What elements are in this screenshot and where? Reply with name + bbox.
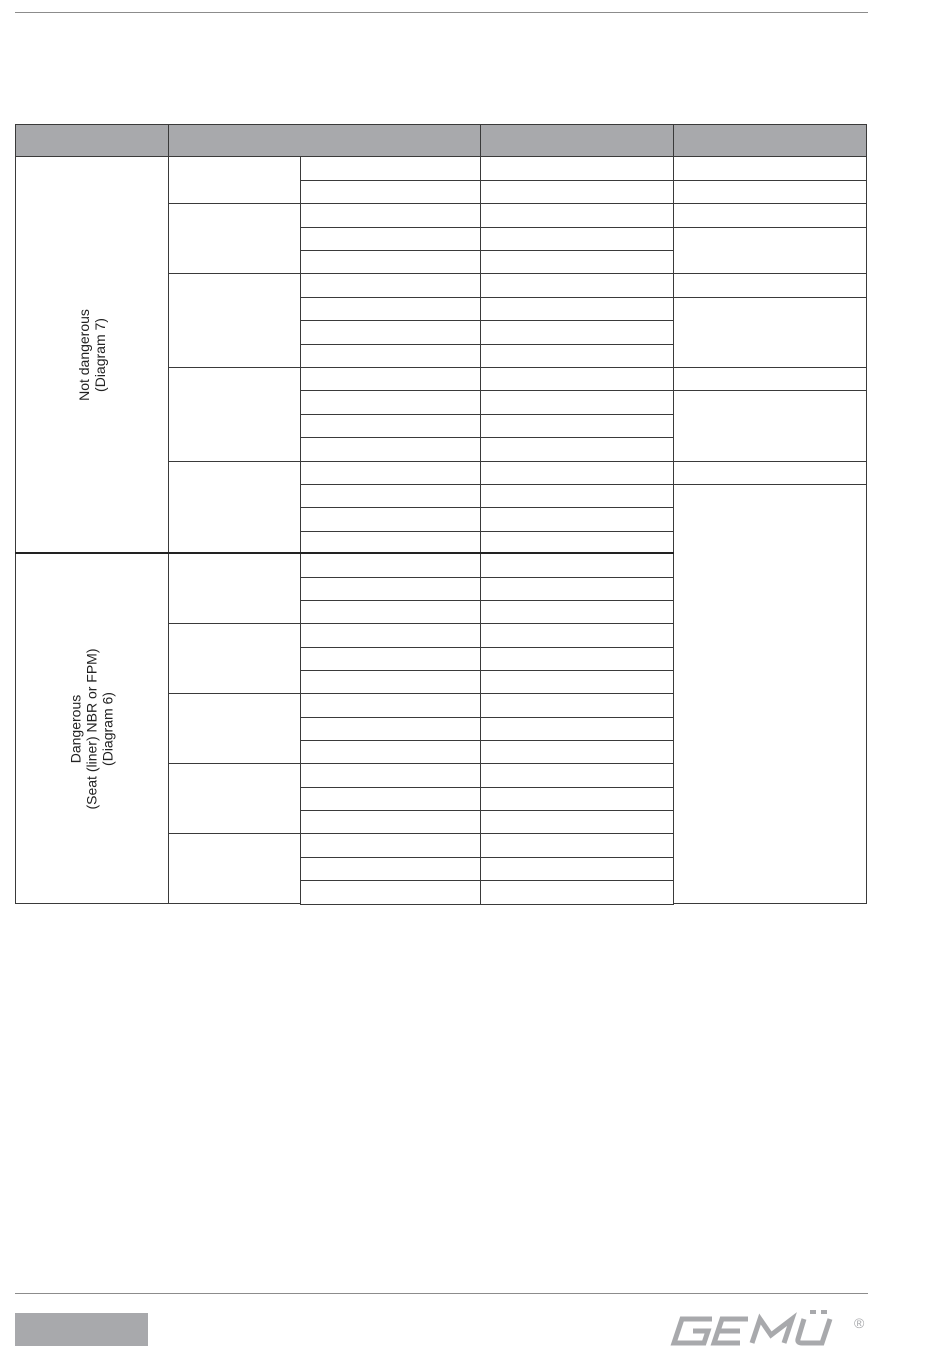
table-row-cell (300, 156, 481, 181)
footer-rule (15, 1293, 868, 1294)
group-label-line: Dangerous (68, 694, 84, 763)
page-number-box (15, 1313, 148, 1346)
table-row-cell (480, 880, 674, 905)
table-row-cell (480, 320, 674, 345)
table-row-cell (300, 810, 481, 834)
table-row-cell (480, 531, 674, 554)
table-row-cell (480, 647, 674, 671)
table-row-cell (300, 531, 481, 554)
subgroup-cell (168, 763, 301, 834)
table-row-cell (480, 297, 674, 321)
table-row-cell (300, 344, 481, 368)
value-cell (673, 484, 867, 904)
table-row-cell (300, 250, 481, 274)
table-row-cell (300, 273, 481, 298)
group-label-not-dangerous (15, 156, 169, 554)
subgroup-cell (168, 273, 301, 368)
value-cell (673, 297, 867, 368)
table-row-cell (480, 763, 674, 788)
table-row-cell (480, 273, 674, 298)
value-cell (673, 180, 867, 204)
subgroup-cell (168, 553, 301, 624)
group-label-line: (Seat (liner) NBR or FPM) (84, 647, 100, 810)
table-row-cell (300, 857, 481, 881)
table-row-cell (300, 787, 481, 811)
table-header-cell (480, 124, 674, 157)
table-header-cell (673, 124, 867, 157)
table-row-cell (300, 740, 481, 764)
table-row-cell (300, 437, 481, 462)
table-row-cell (300, 320, 481, 345)
table-row-cell (480, 623, 674, 648)
subgroup-cell (168, 203, 301, 274)
table-row-cell (480, 740, 674, 764)
table-row-cell (480, 461, 674, 485)
table-row-cell (300, 507, 481, 532)
table-row-cell (480, 787, 674, 811)
table-row-cell (300, 553, 481, 578)
table-row-cell (300, 763, 481, 788)
table-row-cell (300, 297, 481, 321)
table-row-cell (300, 180, 481, 204)
table-row-cell (480, 693, 674, 718)
table-row-cell (300, 693, 481, 718)
value-cell (673, 461, 867, 485)
table-row-cell (480, 577, 674, 601)
table-row-cell (480, 390, 674, 415)
table-row-cell (480, 670, 674, 694)
table-header-cell (168, 124, 481, 157)
gemu-logo (668, 1310, 870, 1350)
table-row-cell (480, 414, 674, 438)
table-row-cell (300, 600, 481, 624)
table-row-cell (300, 367, 481, 391)
value-cell (673, 203, 867, 228)
table-row-cell (300, 390, 481, 415)
subgroup-cell (168, 367, 301, 462)
subgroup-cell (168, 833, 301, 904)
subgroup-cell (168, 693, 301, 764)
table-row-cell (480, 857, 674, 881)
table-row-cell (300, 484, 481, 508)
table-row-cell (300, 717, 481, 741)
table-row-cell (480, 810, 674, 834)
table-row-cell (480, 553, 674, 578)
table-row-cell (480, 227, 674, 251)
group-label-line: (Diagram 6) (100, 691, 116, 766)
table-header-cell (15, 124, 169, 157)
value-cell (673, 273, 867, 298)
table-row-cell (480, 717, 674, 741)
table-row-cell (300, 647, 481, 671)
table-row-cell (480, 833, 674, 858)
subgroup-cell (168, 623, 301, 694)
table-row-cell (480, 484, 674, 508)
table-row-cell (300, 833, 481, 858)
table-row-cell (480, 250, 674, 274)
table-row-cell (480, 437, 674, 462)
group-label-dangerous (15, 553, 169, 904)
table-row-cell (300, 461, 481, 485)
table-row-cell (300, 227, 481, 251)
table-row-cell (480, 344, 674, 368)
table-row-cell (300, 577, 481, 601)
table-row-cell (300, 414, 481, 438)
table-row-cell (300, 623, 481, 648)
value-cell (673, 227, 867, 274)
registered-mark: ® (854, 1315, 865, 1331)
subgroup-cell (168, 461, 301, 554)
group-separator (15, 552, 674, 554)
table-row-cell (480, 367, 674, 391)
table-row-cell (480, 180, 674, 204)
table-row-cell (480, 507, 674, 532)
group-label-line: (Diagram 7) (92, 318, 108, 392)
table-row-cell (300, 670, 481, 694)
value-cell (673, 390, 867, 462)
value-cell (673, 367, 867, 391)
table-row-cell (300, 880, 481, 905)
value-cell (673, 156, 867, 181)
table-row-cell (300, 203, 481, 228)
group-label-line: Not dangerous (76, 309, 92, 401)
table-row-cell (480, 156, 674, 181)
table-row-cell (480, 600, 674, 624)
subgroup-cell (168, 156, 301, 204)
table-row-cell (480, 203, 674, 228)
